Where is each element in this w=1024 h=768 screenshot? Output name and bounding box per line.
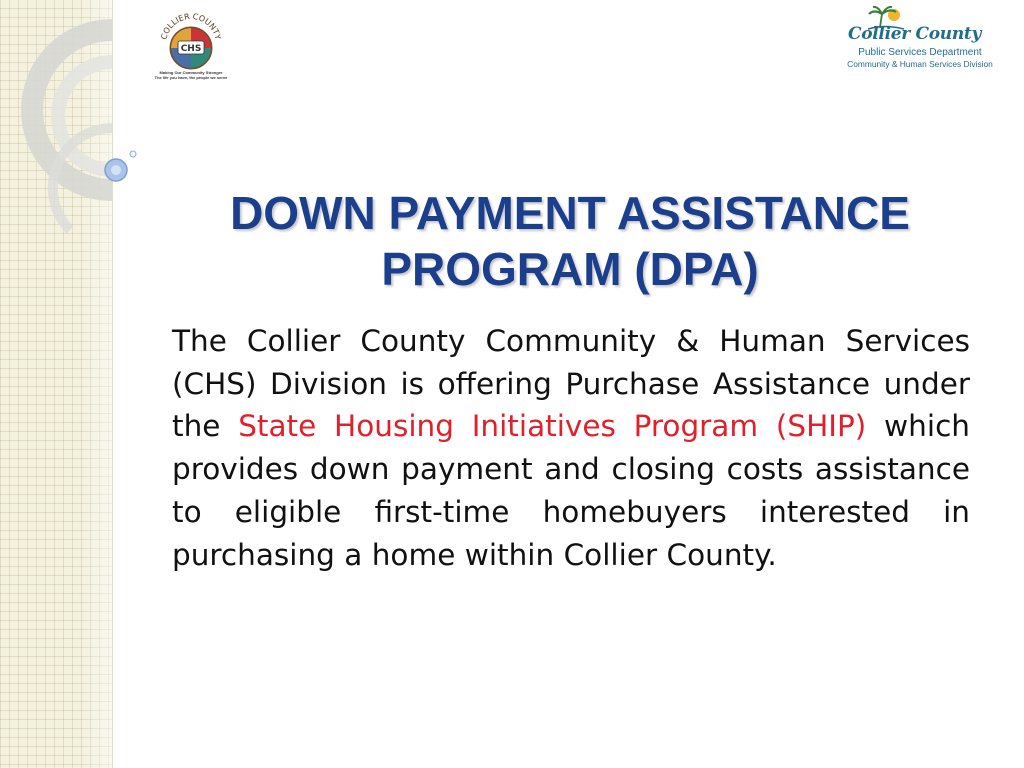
chs-logo	[150, 12, 232, 82]
division-name: Community & Human Services Division	[847, 59, 993, 69]
collier-county-brand: Collier County	[848, 24, 982, 44]
chs-logo-caption	[150, 70, 232, 80]
ship-program-highlight: State Housing Initiatives Program (SHIP)	[238, 409, 867, 444]
side-panel-pattern	[0, 0, 113, 768]
program-description	[172, 320, 970, 576]
title-line-2: PROGRAM (DPA)	[381, 242, 759, 295]
page-title	[140, 185, 1000, 297]
chs-logo-arc-text: COLLIER COUNTY	[159, 12, 223, 41]
description-part-1: The Collier County Community & Human Services (CHS) Division is offering Purchase Assistance under the	[172, 324, 970, 444]
department-name: Public Services Department	[858, 47, 982, 58]
chs-logo-caption-line1: Making Our Community Stronger	[159, 70, 223, 75]
chs-logo-caption-line2: The life you have, the people we serve	[154, 75, 228, 80]
chs-logo-center-text: CHS	[180, 44, 202, 54]
description-part-2: which provides down payment and closing costs assistance to eligible first-time homebuyers interested in purchasing a home within Collier County.	[172, 409, 970, 572]
title-line-1: DOWN PAYMENT ASSISTANCE	[230, 186, 910, 239]
collier-county-logo	[838, 6, 1002, 72]
